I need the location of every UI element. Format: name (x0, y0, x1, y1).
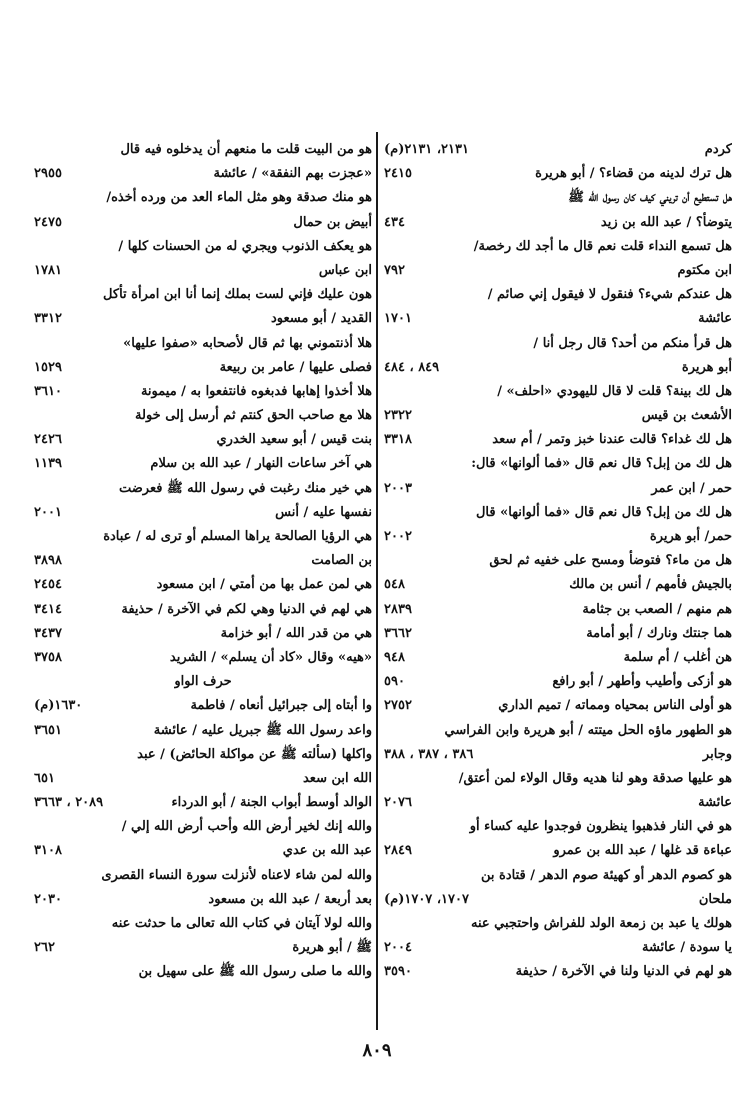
entry-reference-number: ٣٤٣٧ (34, 625, 62, 641)
entry-reference-number: ٢٦٢ (34, 940, 55, 956)
entry-text: هي آخر ساعات النهار / عبد الله بن سلام (150, 456, 372, 472)
index-entry (384, 719, 732, 743)
entry-reference-number: ٣٨٩٨ (34, 553, 62, 569)
entry-text: والله ما صلى رسول الله ﷺ على سهيل بن (138, 964, 372, 980)
entry-text: ملحان (698, 891, 732, 907)
entry-text: ابن مكتوم (677, 262, 732, 278)
index-entry (34, 211, 372, 235)
index-column-right (384, 138, 732, 985)
entry-text: هما جنتك ونارك / أبو أمامة (586, 625, 732, 641)
entry-reference-number: ٢٤١٥ (384, 166, 412, 182)
index-entry (384, 332, 732, 356)
index-entry (384, 598, 732, 622)
entry-text: الله ابن سعد (302, 770, 372, 786)
entry-text: هل تستطيع أن تريني كيف كان رسول الله ﷺ (568, 190, 732, 206)
index-entry (384, 525, 732, 549)
index-entry (384, 888, 732, 912)
index-entry (384, 912, 732, 936)
entry-text: عائشة (698, 311, 732, 327)
entry-text: هن أغلب / أم سلمة (623, 649, 732, 665)
entry-text: القديد / أبو مسعود (270, 311, 372, 327)
entry-reference-number: ٦٥١ (34, 770, 55, 786)
entry-text: هل ترك لدينه من قضاء؟ / أبو هريرة (535, 166, 732, 182)
entry-text: عباءة قد غلها / عبد الله بن عمرو (553, 843, 732, 859)
entry-reference-number: ٧٩٢ (384, 262, 405, 278)
entry-reference-number: ٢٠٧٦ (384, 795, 412, 811)
entry-reference-number: ٢١٣١، ٢١٣١(م) (384, 142, 469, 157)
entry-text: ابن عباس (318, 262, 372, 278)
entry-text: هو أولى الناس بمحياه ومماته / تميم الداري (498, 698, 732, 714)
index-entry (34, 960, 372, 984)
index-entry (384, 743, 732, 767)
entry-reference-number: ٢٠٨٩ ، ٣٦٦٣ (34, 795, 104, 811)
index-entry (384, 404, 732, 428)
entry-reference-number: ٢٩٥٥ (34, 166, 62, 182)
entry-reference-number: ٢٤٥٤ (34, 577, 62, 593)
index-entry (384, 936, 732, 960)
entry-text: هي لمن عمل بها من أمتي / ابن مسعود (156, 577, 372, 593)
entry-reference-number: ٢٠٠٢ (384, 529, 412, 544)
entry-text: بن الصامت (311, 553, 372, 569)
entry-text: هون عليك فإني لست بملك إنما أنا ابن امرأة تأكل (103, 287, 372, 303)
index-entry (34, 598, 372, 622)
index-entry (34, 936, 372, 960)
entry-text: هلا أذنتموني بها ثم قال لأصحابه «صفوا عليها» (123, 335, 372, 351)
index-entry (34, 791, 372, 815)
index-entry (34, 525, 372, 549)
entry-reference-number: ٢٨٤٩ (384, 843, 412, 859)
entry-text: هي من قدر الله / أبو خزامة (220, 625, 372, 641)
entry-text: نفسها عليه / أنس (275, 504, 372, 520)
index-entry (384, 670, 732, 694)
entry-reference-number: ٢٠٠٤ (384, 940, 412, 956)
entry-text: يتوضأ؟ / عبد الله بن زيد (600, 214, 732, 230)
index-entry (384, 162, 732, 186)
entry-text: واكلها (سألته ﷺ عن مواكلة الحائض) / عبد (137, 746, 372, 762)
index-entry (384, 138, 732, 162)
index-entry (384, 501, 732, 525)
index-entry (34, 404, 372, 428)
entry-text: عبد الله بن عدي (282, 843, 372, 859)
entry-text: هم منهم / الصعب بن جثامة (582, 601, 732, 617)
entry-reference-number: ٣٣١٢ (34, 311, 62, 327)
entry-reference-number: ٢٠٠٣ (384, 480, 412, 496)
column-divider (376, 132, 378, 1030)
entry-text: أبو هريرة (681, 359, 732, 375)
entry-text: ﷺ / أبو هريرة (292, 940, 372, 956)
entry-reference-number: ٣٣١٨ (384, 432, 412, 448)
index-entry (34, 235, 372, 259)
index-entry (384, 767, 732, 791)
index-entry (34, 186, 372, 210)
entry-text: هلا مع صاحب الحق كنتم ثم أرسل إلى خولة (135, 408, 372, 424)
index-entry (34, 549, 372, 573)
entry-reference-number: ٣٦٥١ (34, 722, 62, 738)
entry-text: هو الطهور ماؤه الحل ميتته / أبو هريرة وابن الفراسي (444, 722, 732, 738)
section-heading (34, 670, 372, 694)
entry-text: حمر/ أبو هريرة (649, 529, 732, 544)
index-entry (384, 839, 732, 863)
index-entry (384, 186, 732, 210)
index-entry (34, 864, 372, 888)
entry-reference-number: ١٧٠١ (384, 311, 412, 327)
index-entry (34, 622, 372, 646)
entry-text: هل من ماء؟ فتوضأ ومسح على خفيه ثم لحق (489, 553, 732, 569)
entry-text: والله لمن شاء لاعناه لأنزلت سورة النساء القصرى (101, 867, 372, 883)
index-entry (34, 452, 372, 476)
index-entry (34, 646, 372, 670)
entry-text: بنت قيس / أبو سعيد الخدري (216, 432, 372, 448)
entry-text: هو أزكى وأطيب وأطهر / أبو رافع (552, 674, 732, 690)
entry-text: الأشعث بن قيس (641, 408, 732, 424)
index-entry (384, 259, 732, 283)
entry-text: هو في النار فذهبوا ينظرون فوجدوا عليه كساء أو (469, 819, 732, 835)
entry-reference-number: ١٧٠٧، ١٧٠٧(م) (384, 891, 469, 907)
entry-text: حمر / ابن عمر (651, 480, 732, 496)
index-entry (34, 259, 372, 283)
index-entry (384, 211, 732, 235)
index-entry (384, 549, 732, 573)
entry-reference-number: ٢٨٣٩ (384, 601, 412, 617)
entry-text: هو من البيت قلت ما منعهم أن يدخلوه فيه قال (120, 142, 372, 157)
entry-text: فصلى عليها / عامر بن ربيعة (219, 359, 372, 375)
entry-reference-number: ٣٥٩٠ (384, 964, 412, 980)
entry-text: وجابر (702, 746, 732, 762)
entry-reference-number: ٩٤٨ (384, 649, 405, 665)
entry-text: هل لك من إبل؟ قال نعم قال «فما ألوانها» قال (475, 504, 732, 520)
index-entry (34, 767, 372, 791)
index-entry (34, 307, 372, 331)
entry-text: هي لهم في الدنيا وهي لكم في الآخرة / حذيفة (121, 601, 372, 617)
entry-text: واعد رسول الله ﷺ جبريل عليه / عائشة (153, 722, 372, 738)
entry-text: «هيه» وقال «كاد أن يسلم» / الشريد (169, 649, 372, 665)
section-heading-text: حرف الواو (174, 674, 232, 690)
index-entry (34, 501, 372, 525)
entry-reference-number: ١٧٨١ (34, 262, 62, 278)
index-entry (384, 283, 732, 307)
index-column-left (34, 138, 372, 985)
entry-text: هي خير منك رغبت في رسول الله ﷺ فعرضت (118, 480, 372, 496)
index-entry (384, 235, 732, 259)
entry-text: عائشة (698, 795, 732, 811)
entry-reference-number: ٢٣٢٢ (384, 408, 412, 424)
index-entry (384, 646, 732, 670)
entry-text: الوالد أوسط أبواب الجنة / أبو الدرداء (171, 795, 372, 811)
index-entry (384, 573, 732, 597)
entry-reference-number: ٣٦١٠ (34, 383, 62, 399)
index-entry (34, 138, 372, 162)
index-entry (34, 839, 372, 863)
index-entry (384, 307, 732, 331)
entry-reference-number: ٣١٠٨ (34, 843, 62, 859)
entry-text: بالجيش فأمهم / أنس بن مالك (569, 577, 732, 593)
index-entry (34, 356, 372, 380)
entry-reference-number: ٨٤٩ ، ٤٨٤ (384, 359, 440, 375)
index-entry (34, 815, 372, 839)
entry-text: «عجزت بهم النفقة» / عائشة (213, 166, 372, 182)
index-entry (384, 960, 732, 984)
entry-text: هلا أخذوا إهابها فدبغوه فانتفعوا به / ميمونة (140, 383, 372, 399)
index-entry (384, 815, 732, 839)
index-entry (34, 380, 372, 404)
entry-reference-number: ١٦٣٠(م) (34, 698, 83, 714)
entry-text: هو منك صدقة وهو مثل الماء العد من ورده أخذه/ (106, 190, 372, 206)
entry-reference-number: ٢٤٢٦ (34, 432, 62, 448)
entry-text: هل لك بينة؟ قلت لا قال لليهودي «احلف» / (497, 383, 732, 399)
entry-text: هل عندكم شيء؟ فنقول لا فيقول إني صائم / (487, 287, 732, 303)
index-entry (34, 283, 372, 307)
entry-text: هي الرؤيا الصالحة يراها المسلم أو ترى له / عبادة (103, 529, 372, 544)
entry-reference-number: ٣٧٥٨ (34, 649, 62, 665)
entry-reference-number: ٣٤١٤ (34, 601, 62, 617)
entry-text: يا سودة / عائشة (641, 940, 732, 956)
entry-text: هل تسمع النداء قلت نعم قال ما أجد لك رخصة/ (473, 238, 732, 254)
entry-text: وا أبتاه إلى جبرائيل أنعاه / فاطمة (190, 698, 372, 714)
entry-text: كردم (704, 142, 732, 157)
entry-text: هو عليها صدقة وهو لنا هديه وقال الولاء لمن أعتق/ (458, 770, 732, 786)
index-entry (384, 791, 732, 815)
entry-reference-number: ٥٩٠ (384, 674, 405, 690)
entry-reference-number: ١٥٢٩ (34, 359, 62, 375)
entry-reference-number: ٢٧٥٢ (384, 698, 412, 714)
entry-text: هولك يا عبد بن زمعة الولد للفراش واحتجبي عنه (471, 916, 732, 931)
index-entry (34, 573, 372, 597)
index-entry (34, 912, 372, 936)
entry-text: هو يعكف الذنوب ويجري له من الحسنات كلها / (118, 238, 372, 254)
page-number: ٨٠٩ (362, 1040, 392, 1061)
index-entry (34, 477, 372, 501)
index-entry (34, 743, 372, 767)
index-entry (384, 356, 732, 380)
index-entry (34, 888, 372, 912)
entry-text: هل لك غداء؟ قالت عندنا خبز وتمر / أم سعد (492, 432, 732, 448)
index-entry (34, 162, 372, 186)
index-entry (384, 864, 732, 888)
index-entry (384, 428, 732, 452)
entry-reference-number: ٥٤٨ (384, 577, 405, 593)
entry-reference-number: ٣٦٦٢ (384, 625, 412, 641)
entry-text: أبيض بن حمال (293, 214, 372, 230)
entry-reference-number: ٢٠٠١ (34, 504, 62, 520)
entry-text: هل لك من إبل؟ قال نعم قال «فما ألوانها» قال: (471, 456, 732, 472)
entry-reference-number: ٤٣٤ (384, 214, 405, 230)
entry-text: بعد أربعة / عبد الله بن مسعود (208, 891, 372, 907)
entry-text: والله إنك لخير أرض الله وأحب أرض الله إلي / (121, 819, 372, 835)
entry-text: هو لهم في الدنيا ولنا في الآخرة / حذيفة (515, 964, 732, 980)
index-entry (384, 477, 732, 501)
entry-reference-number: ٣٨٦ ، ٣٨٧ ، ٣٨٨ (384, 746, 474, 762)
entry-reference-number: ١١٣٩ (34, 456, 62, 472)
index-entry (384, 694, 732, 718)
index-entry (34, 694, 372, 718)
entry-text: هل قرأ منكم من أحد؟ قال رجل أنا / (533, 335, 732, 351)
index-entry (34, 428, 372, 452)
index-entry (384, 622, 732, 646)
index-entry (384, 380, 732, 404)
entry-text: والله لولا آيتان في كتاب الله تعالى ما حدثت عنه (111, 916, 372, 931)
index-entry (34, 719, 372, 743)
index-entry (34, 332, 372, 356)
entry-reference-number: ٢٤٧٥ (34, 214, 62, 230)
index-entry (384, 452, 732, 476)
entry-text: هو كصوم الدهر أو كهيئة صوم الدهر / قتادة بن (480, 867, 732, 883)
entry-reference-number: ٢٠٣٠ (34, 891, 62, 907)
